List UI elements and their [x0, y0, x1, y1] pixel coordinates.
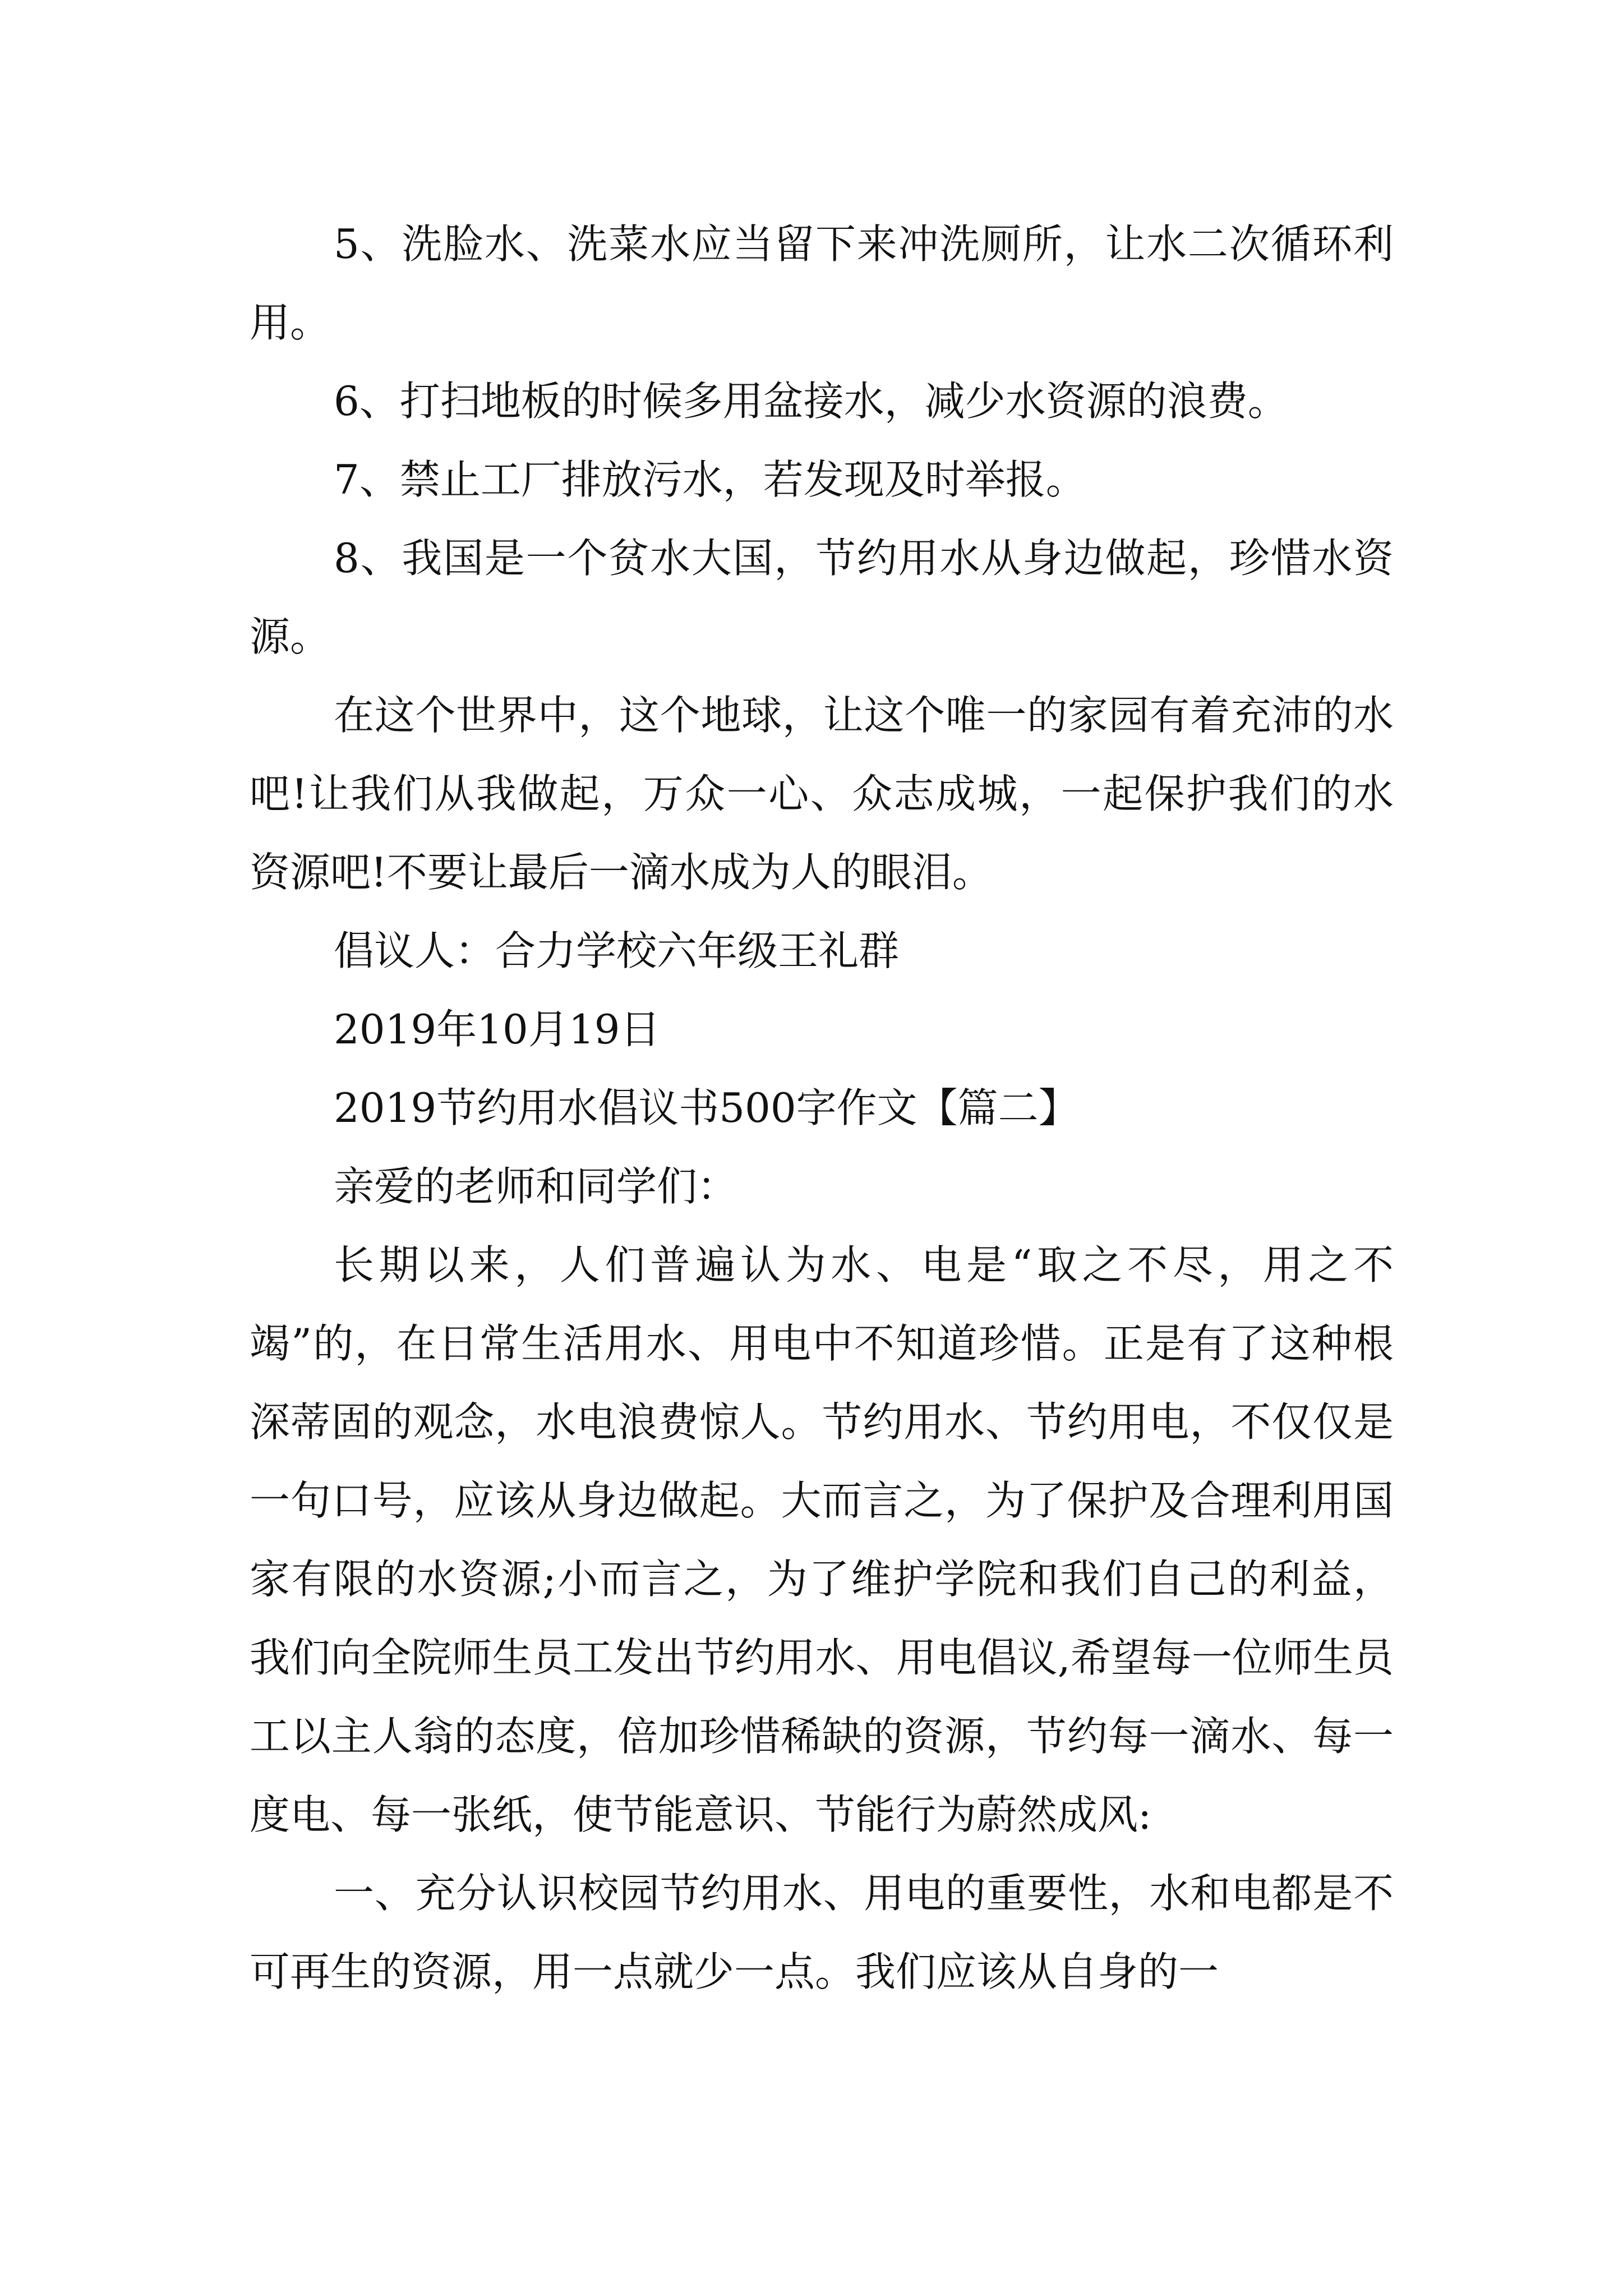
section-heading: 2019节约用水倡议书500字作文【篇二】 [334, 1084, 1079, 1131]
document-body [250, 205, 1394, 2011]
paragraph-item-5: 5、洗脸水、洗菜水应当留下来冲洗厕所，让水二次循环利用。 [250, 220, 1394, 346]
salutation: 亲爱的老师和同学们： [334, 1163, 738, 1210]
point-one-paragraph: 一、充分认识校园节约用水、用电的重要性，水和电都是不可再生的资源，用一点就少一点。我们应该从自身的一 [250, 1870, 1394, 1995]
paragraph-item-8: 8、我国是一个贫水大国，节约用水从身边做起，珍惜水资源。 [250, 535, 1394, 660]
closing-paragraph: 在这个世界中，这个地球，让这个唯一的家园有着充沛的水吧!让我们从我做起，万众一心、众志成城，一起保护我们的水资源吧!不要让最后一滴水成为人的眼泪。 [250, 692, 1394, 896]
date-line: 2019年10月19日 [334, 1006, 661, 1053]
paragraph-item-6: 6、打扫地板的时候多用盆接水，减少水资源的浪费。 [334, 378, 1288, 425]
paragraph-item-7: 7、禁止工厂排放污水，若发现及时举报。 [334, 456, 1086, 503]
intro-paragraph: 长期以来，人们普遍认为水、电是“取之不尽，用之不竭”的，在日常生活用水、用电中不知道珍惜。正是有了这种根深蒂固的观念，水电浪费惊人。节约用水、节约用电，不仅仅是一句口号，应该从身边做起。大而言之，为了保护及合理利用国家有限的水资源;小而言之，为了维护学院和我们自己的利益，我们向全院师生员工发出节约用水、用电倡议,希望每一位师生员工以主人翁的态度，倍加珍惜稀缺的资源，节约每一滴水、每一度电、每一张纸，使节能意识、节能行为蔚然成风: [250, 1241, 1394, 1838]
proposer-line: 倡议人：合力学校六年级王礼群 [334, 927, 900, 974]
